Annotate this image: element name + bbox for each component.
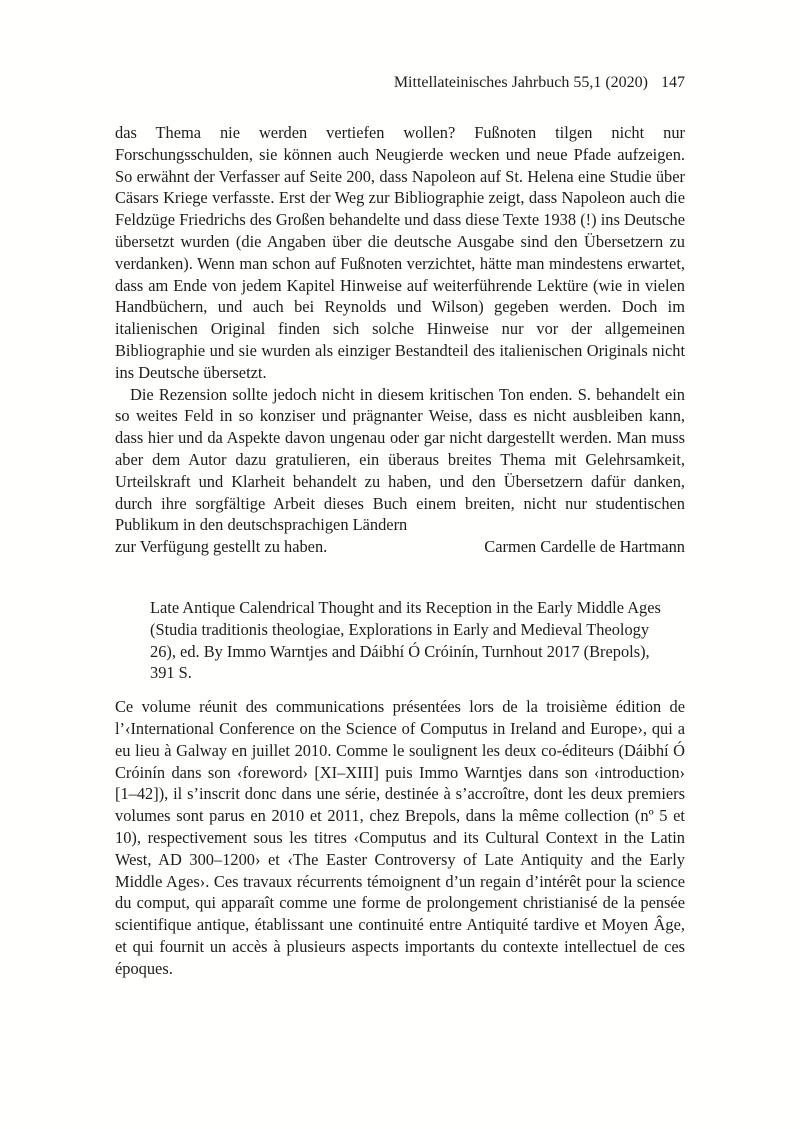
review2-paragraph-1: Ce volume réunit des communications présentées lors de la troisième édition de l’‹International Conference on the Science of Computus in Ireland and Europe›, qui a eu lieu à Galway en juillet 2010. Comme le soulignent les deux co-éditeurs (Dáibhí Ó Cróinín dans son ‹foreword› [XI–XIII] puis Immo Warntjes dans son ‹introduction› [1–42]), il s’inscrit donc dans une série, destinée à s’accroître, dont les deux premiers volumes sont parus en 2010 et 2011, chez Brepols, dans la même collection (nº 5 et 10), respectivement sous les titres ‹Computus and its Cultural Context in the Latin West, AD 300–1200› et ‹The Easter Controversy of Late Antiquity and the Early Middle Ages›. Ces travaux récurrents témoignent d’un regain d’intérêt pour la science du comput, qui apparaît comme une forme de prolongement christianisé de la pensée scientifique antique, établissant une continuité entre Antiquité tardive et Moyen Âge, et qui fournit un accès à plusieurs aspects importants du contexte intellectuel de ces époques.: [115, 697, 685, 978]
reviewer-name: Carmen Cardelle de Hartmann: [484, 537, 685, 557]
review1-paragraph-1: das Thema nie werden vertiefen wollen? Fußnoten tilgen nicht nur Forschungsschulden, sie können auch Neugierde wecken und neue Pfade aufzeigen. So erwähnt der Verfasser auf Seite 200, dass Napoleon auf St. Helena eine Studie über Cäsars Kriege verfasste. Erst der Weg zur Bibliographie zeigt, dass Napoleon auch die Feldzüge Friedrichs des Großen behandelte und dass diese Texte 1938 (!) ins Deutsche übersetzt wurden (die Angaben über die deutsche Ausgabe sind den Übersetzern zu verdanken). Wenn man schon auf Fußnoten verzichtet, hätte man mindestens erwartet, dass am Ende von jedem Kapitel Hinweise auf weiterführende Lektüre (wie in vielen Handbüchern, und auch bei Reynolds und Wilson) gegeben werden. Doch im italienischen Original finden sich solche Hinweise nur vor der allgemeinen Bibliographie und sie wurden als einziger Bestandteil des italienischen Originals nicht ins Deutsche übersetzt.: [115, 123, 685, 382]
review1-paragraph-2: Die Rezension sollte jedoch nicht in diesem kritischen Ton enden. S. behandelt ein so weites Feld in so konziser und prägnanter Weise, dass es nicht ausbleiben kann, dass hier und da Aspekte davon ungenau oder gar nicht dargestellt werden. Man muss aber dem Autor dazu gratulieren, ein überaus breites Thema mit Gelehrsamkeit, Urteilskraft und Klarheit behandelt zu haben, und den Übersetzern dafür danken, durch ihre sorgfältige Arbeit dieses Buch einem breiten, nicht nur studentischen Publikum in den deutschsprachigen Ländern: [115, 384, 685, 535]
page-number: 147: [661, 74, 685, 91]
journal-title: Mittellateinisches Jahrbuch 55,1 (2020): [393, 74, 648, 91]
review1-closing-text: zur Verfügung gestellt zu haben.: [115, 537, 328, 557]
review1-signature-line: [115, 536, 685, 558]
page-body: [115, 122, 685, 979]
running-head: [115, 72, 685, 93]
review2-book-heading: Late Antique Calendrical Thought and its Reception in the Early Middle Ages (Studia traditionis theologiae, Explorations in Early and Medieval Theology 26), ed. By Immo Warntjes and Dáibhí Ó Cróinín, Turnhout 2017 (Brepols), 391 S.: [150, 597, 661, 683]
